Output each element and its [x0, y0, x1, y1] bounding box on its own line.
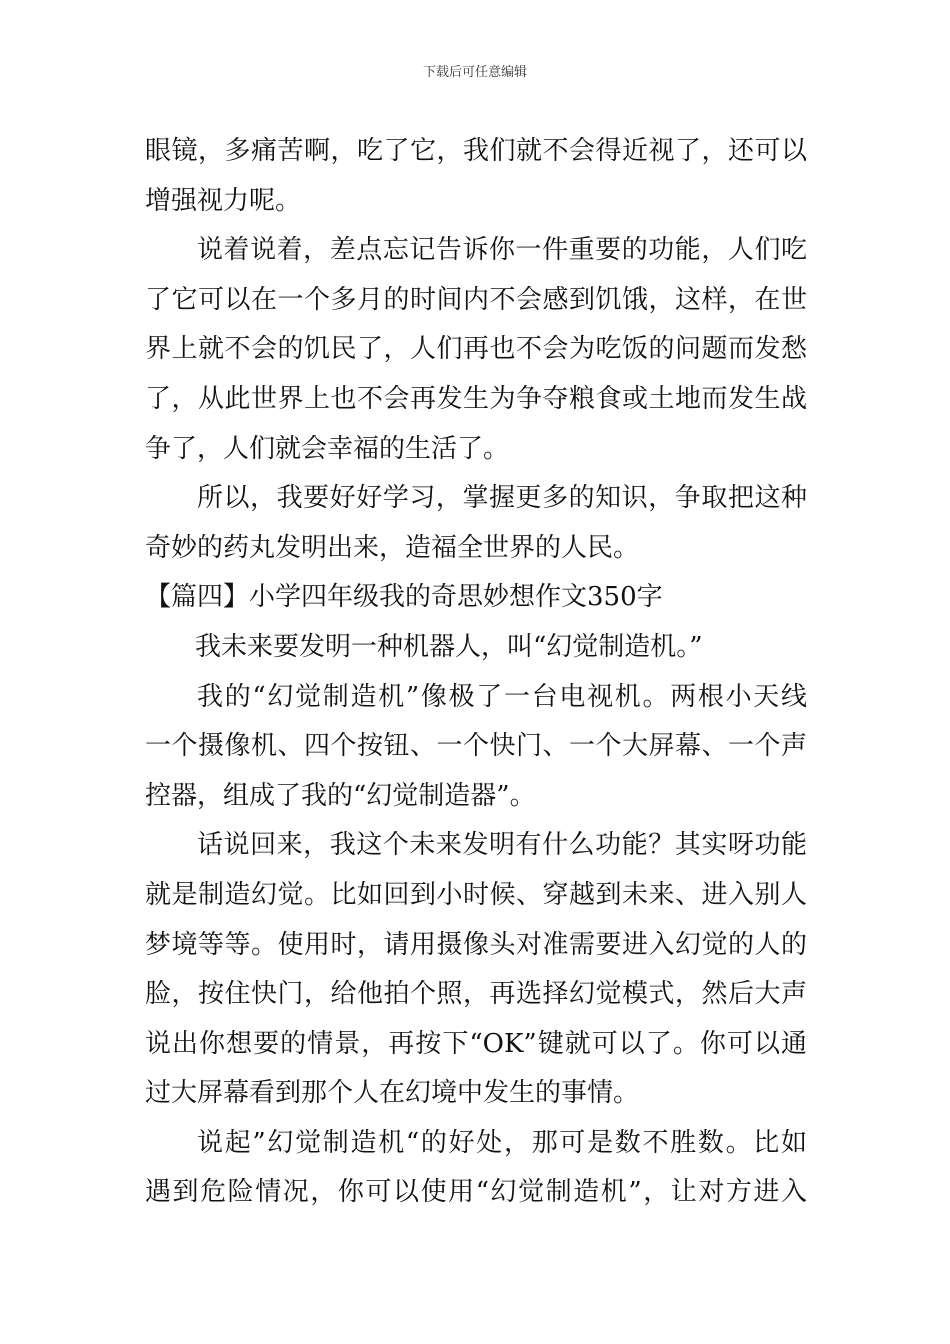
text-line: 控器，组成了我的“幻觉制造器”。 [145, 780, 536, 811]
text-line: 说起”幻觉制造机“的好处，那可是数不胜数。比如 [197, 1127, 807, 1158]
text-line: 一个摄像机、四个按钮、一个快门、一个大屏幕、一个声 [145, 731, 807, 762]
text-line: 我未来要发明一种机器人，叫“幻觉制造机。” [195, 631, 703, 662]
page-header: 下载后可任意编辑 [422, 65, 527, 80]
document-body [145, 127, 807, 1218]
text-line: 了它可以在一个多月的时间内不会感到饥饿，这样，在世 [145, 284, 807, 315]
text-line: 过大屏幕看到那个人在幻境中发生的事情。 [145, 1078, 640, 1109]
text-line: 奇妙的药丸发明出来，造福全世界的人民。 [145, 532, 640, 563]
text-line: 说着说着，差点忘记告诉你一件重要的功能，人们吃 [197, 235, 807, 266]
text-line: 梦境等等。使用时，请用摄像头对准需要进入幻觉的人的 [145, 929, 807, 960]
text-line: 说出你想要的情景，再按下“OK”键就可以了。你可以通 [145, 1028, 807, 1059]
text-line: 界上就不会的饥民了，人们再也不会为吃饭的问题而发愁 [145, 334, 807, 365]
text-line: 遇到危险情况，你可以使用“幻觉制造机”，让对方进入 [145, 1177, 807, 1208]
text-line: 所以，我要好好学习，掌握更多的知识，争取把这种 [197, 483, 807, 514]
text-line: 眼镜，多痛苦啊，吃了它，我们就不会得近视了，还可以 [145, 136, 807, 166]
text-line: 我的“幻觉制造机”像极了一台电视机。两根小天线 [197, 681, 807, 712]
text-line: 了，从此世界上也不会再发生为争夺粮食或土地而发生战 [145, 383, 807, 414]
text-line: 话说回来，我这个未来发明有什么功能？其实呀功能 [197, 830, 807, 861]
section-heading: 【篇四】小学四年级我的奇思妙想作文350字 [145, 582, 663, 613]
text-line: 增强视力呢。 [145, 185, 302, 216]
text-line: 争了，人们就会幸福的生活了。 [145, 433, 510, 464]
text-line: 脸，按住快门，给他拍个照，再选择幻觉模式，然后大声 [145, 979, 807, 1010]
text-line: 就是制造幻觉。比如回到小时候、穿越到未来、进入别人 [145, 879, 807, 910]
